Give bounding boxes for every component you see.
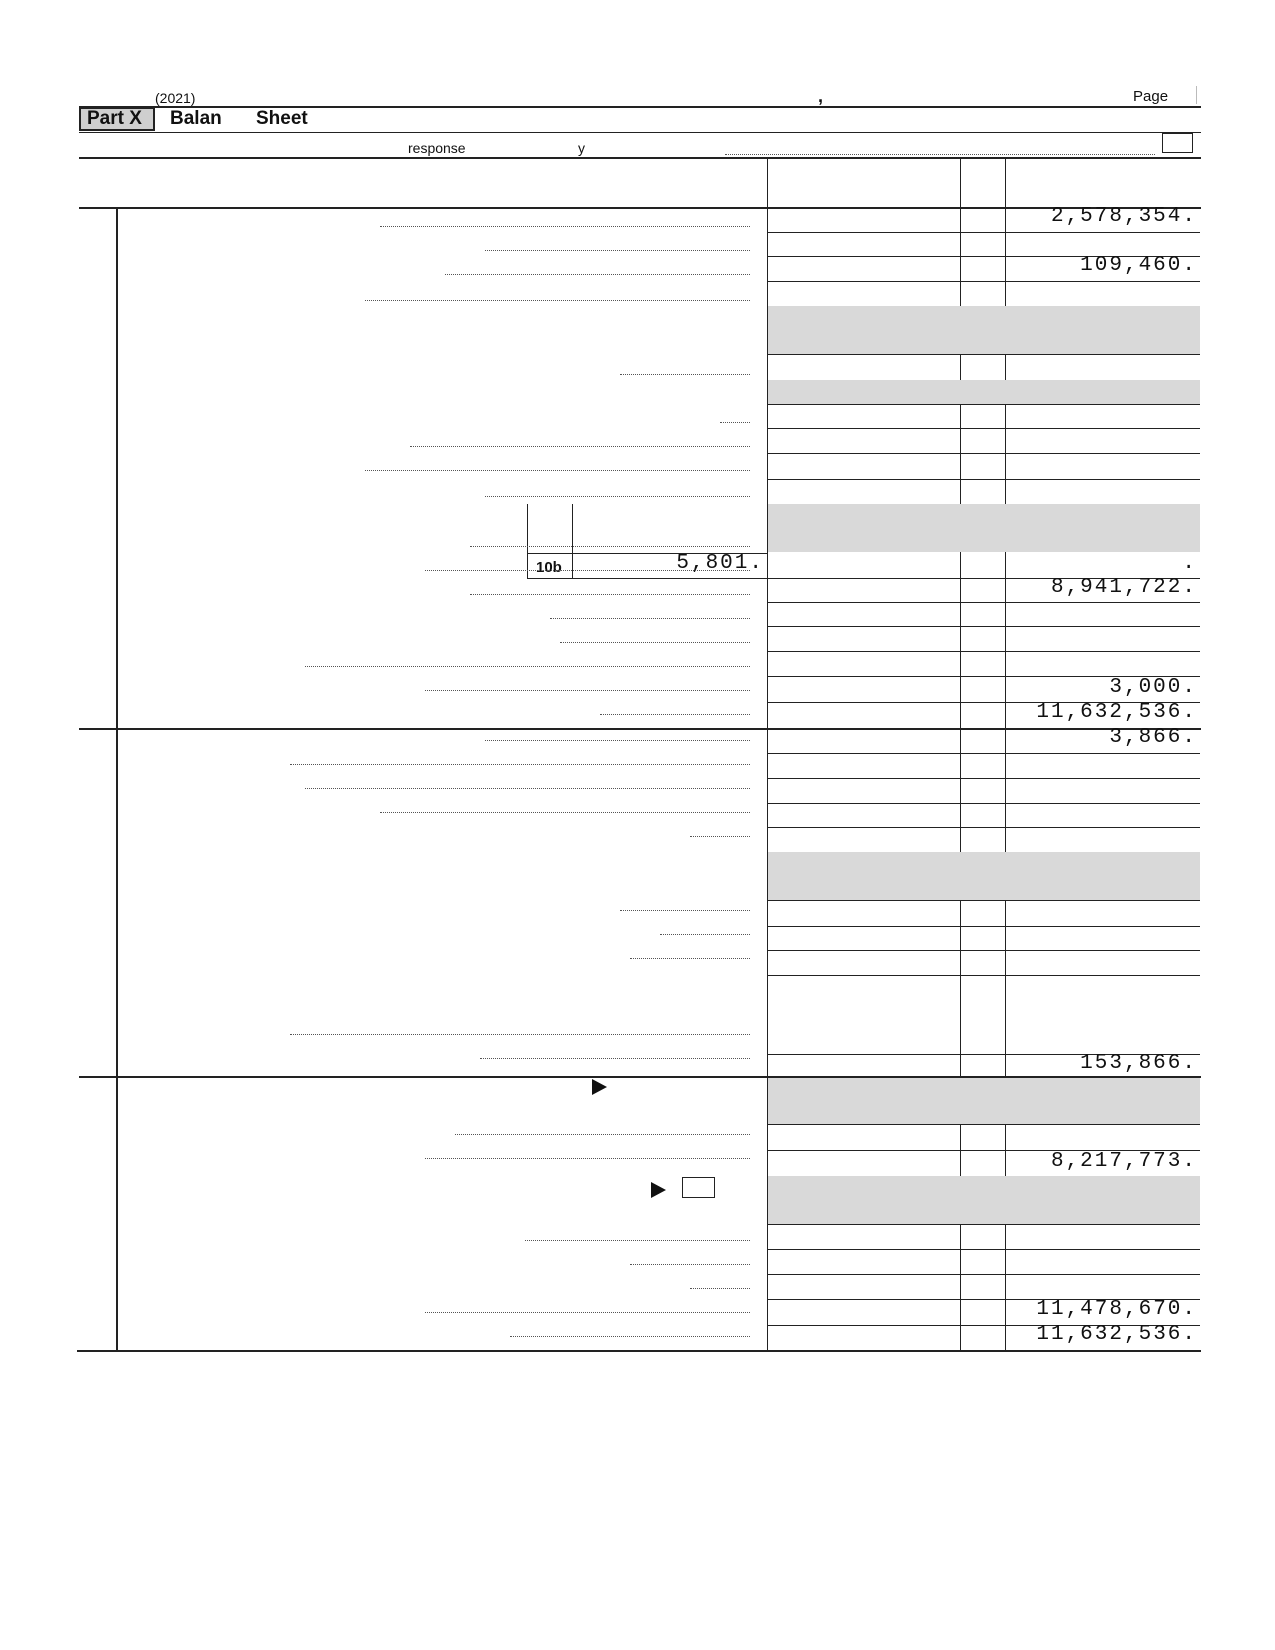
amount-row-rule xyxy=(768,1124,1200,1125)
amount-row-rule xyxy=(768,281,1200,282)
dotted-leader xyxy=(480,1058,750,1059)
part-title-2: Sheet xyxy=(256,108,308,129)
dotted-leader xyxy=(620,910,750,911)
eoy-amount-row-10c: 8,941,722. xyxy=(1050,576,1197,599)
comma-mark: , xyxy=(818,86,824,106)
dotted-leader xyxy=(425,1158,750,1159)
eoy-amount-row-27: 8,217,773. xyxy=(1050,1150,1197,1173)
eoy-amount-row-16: 11,632,536. xyxy=(1036,701,1197,724)
dotted-leader xyxy=(550,618,750,619)
eoy-amount-row-3: 109,460. xyxy=(1080,254,1197,277)
dotted-leader xyxy=(425,690,750,691)
amount-row-rule xyxy=(768,479,1200,480)
amount-row-rule xyxy=(768,1274,1200,1275)
amount-row-rule xyxy=(768,1249,1200,1250)
form-year: (2021) xyxy=(155,90,196,106)
dotted-leader xyxy=(630,1264,750,1265)
dotted-leader xyxy=(365,470,750,471)
eoy-amount-row-1: 2,578,354. xyxy=(1050,205,1197,228)
eoy-amount-row-32: 11,478,670. xyxy=(1036,1298,1197,1321)
dotted-leader xyxy=(380,812,750,813)
check-line-leader xyxy=(725,154,1155,155)
amount-row-rule xyxy=(768,354,1200,355)
eoy-amount-row-15: 3,000. xyxy=(1109,676,1197,699)
dotted-leader xyxy=(560,642,750,643)
dotted-leader xyxy=(305,788,750,789)
dotted-leader xyxy=(290,764,750,765)
dotted-leader xyxy=(290,1034,750,1035)
dotted-leader xyxy=(485,250,750,251)
eoy-amount-row-26: 153,866. xyxy=(1080,1052,1197,1075)
eoy-amount-row-17: 3,866. xyxy=(1109,726,1197,749)
dotted-leader xyxy=(630,958,750,959)
part-label: Part X xyxy=(87,108,142,129)
dotted-leader xyxy=(470,594,750,595)
header-rule xyxy=(79,106,1201,108)
shade-row-28-header xyxy=(768,1176,1200,1224)
part-rule xyxy=(79,132,1201,133)
dotted-leader xyxy=(380,226,750,227)
assets-top-rule xyxy=(79,207,1201,209)
dotted-leader xyxy=(690,836,750,837)
amount-row-rule xyxy=(768,232,1200,233)
check-line-text-a: response xyxy=(408,140,466,156)
dotted-leader xyxy=(660,934,750,935)
dotted-leader xyxy=(425,1312,750,1313)
shade-row-8 xyxy=(768,380,1200,404)
dotted-leader xyxy=(690,1288,750,1289)
arrow-right-icon xyxy=(592,1079,607,1095)
amount-row-rule xyxy=(768,453,1200,454)
page-divider xyxy=(1196,86,1197,104)
dotted-leader xyxy=(720,422,750,423)
page-label: Page xyxy=(1133,88,1169,105)
dotted-leader xyxy=(425,570,750,571)
line-10b-value: 5,801. xyxy=(676,552,764,575)
part-title-1: Balan xyxy=(170,108,222,129)
amount-row-rule xyxy=(768,950,1200,951)
dotted-leader xyxy=(600,714,750,715)
shade-row-24 xyxy=(768,852,1200,900)
amount-row-rule xyxy=(768,1224,1200,1225)
dotted-leader xyxy=(510,1336,750,1337)
schedule-o-checkbox[interactable] xyxy=(1162,133,1193,153)
box-10-left xyxy=(527,504,528,578)
amount-row-rule xyxy=(768,827,1200,828)
dotted-leader xyxy=(470,546,750,547)
box-10-bottom xyxy=(527,578,767,579)
box-10-mid xyxy=(572,504,573,578)
dotted-leader xyxy=(305,666,750,667)
liabilities-top-rule xyxy=(79,728,1201,730)
dotted-leader xyxy=(410,446,750,447)
dotted-leader xyxy=(620,374,750,375)
line-10b-label: 10b xyxy=(536,559,562,576)
amount-row-rule xyxy=(768,428,1200,429)
amount-row-rule xyxy=(768,626,1200,627)
dotted-leader xyxy=(485,740,750,741)
dotted-leader xyxy=(445,274,750,275)
dotted-leader xyxy=(365,300,750,301)
check-line-text-b: y xyxy=(578,140,585,156)
amount-row-rule xyxy=(768,602,1200,603)
shade-net-assets-header xyxy=(768,1078,1200,1124)
amount-row-rule xyxy=(768,975,1200,976)
column-header-top-rule xyxy=(79,157,1201,159)
amount-row-rule xyxy=(768,651,1200,652)
amount-row-rule xyxy=(768,926,1200,927)
dotted-leader xyxy=(525,1240,750,1241)
amount-row-rule xyxy=(768,753,1200,754)
dotted-leader xyxy=(485,496,750,497)
dotted-leader xyxy=(455,1134,750,1135)
amount-row-rule xyxy=(768,404,1200,405)
arrow-right-icon xyxy=(651,1182,666,1198)
bottom-rule xyxy=(77,1350,1201,1352)
side-label-divider xyxy=(116,208,118,1351)
line-10c-dot: . xyxy=(1182,552,1197,575)
amount-row-rule xyxy=(768,778,1200,779)
amount-row-rule xyxy=(768,900,1200,901)
amount-row-rule xyxy=(768,803,1200,804)
not-follow-sfas-checkbox[interactable] xyxy=(682,1177,715,1198)
eoy-amount-row-33: 11,632,536. xyxy=(1036,1323,1197,1346)
shade-row-10a xyxy=(768,504,1200,552)
shade-row-6-7 xyxy=(768,306,1200,354)
